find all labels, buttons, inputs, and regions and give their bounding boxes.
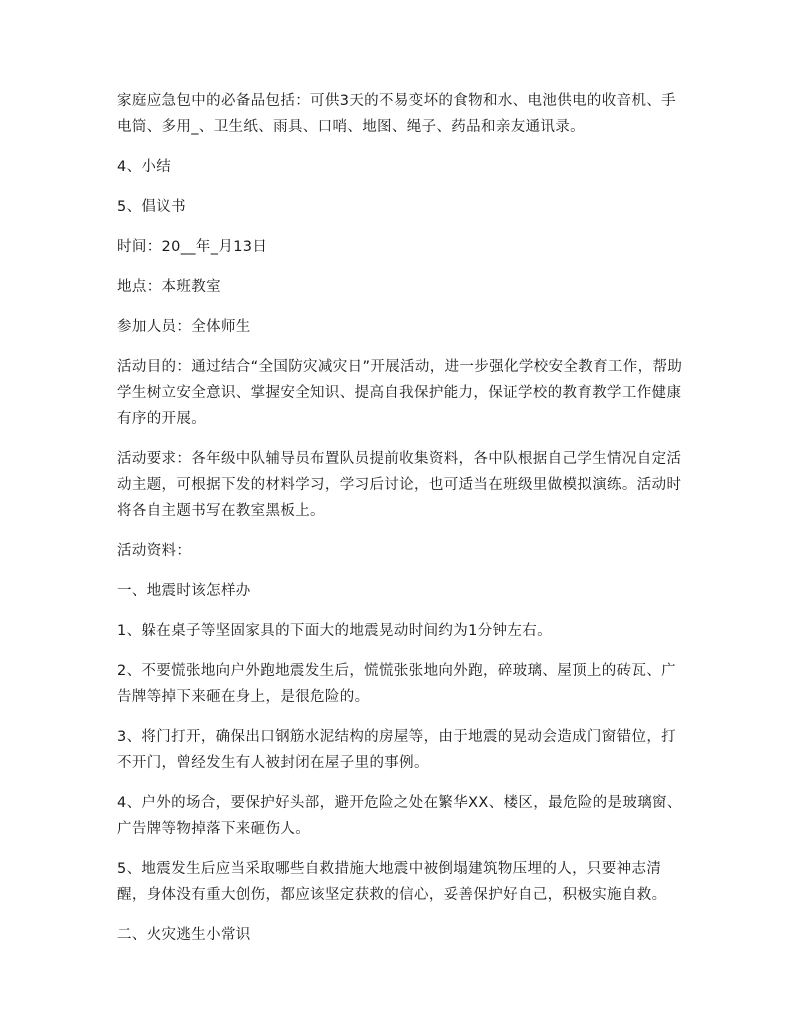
earthquake-tip-3: 3、将门打开，确保出口钢筋水泥结构的房屋等，由于地震的晃动会造成门窗错位，打不开门，曾经发生有人被封闭在屋子里的事例。 — [117, 729, 677, 771]
section-heading-fire: 二、火灾逃生小常识 — [117, 927, 251, 943]
earthquake-tip-5: 5、地震发生后应当采取哪些自救措施大地震中被倒塌建筑物压埋的人，只要神志清醒，身体没有重大创伤，都应该坚定获救的信心，妥善保护好自己，积极实施自救。 — [117, 861, 667, 903]
paragraph-purpose: 活动目的：通过结合“全国防灾减灾日”开展活动，进一步强化学校安全教育工作，帮助学生树立安全意识、掌握安全知识、提高自我保护能力，保证学校的教育教学工作健康有序的开展。 — [117, 359, 683, 427]
paragraph-emergency-kit: 家庭应急包中的必备品包括：可供3天的不易变坏的食物和水、电池供电的收音机、手电筒、多用_、卫生纸、雨具、口哨、地图、绳子、药品和亲友通讯录。 — [117, 93, 677, 135]
paragraph-materials-heading: 活动资料： — [117, 543, 192, 559]
earthquake-tip-4: 4、户外的场合，要保护好头部，避开危险之处在繁华XX、楼区，最危险的是玻璃窗、广告牌等物掉落下来砸伤人。 — [117, 795, 682, 837]
paragraph-summary-heading: 4、小结 — [117, 159, 172, 175]
paragraph-participants: 参加人员：全体师生 — [117, 319, 251, 335]
earthquake-tip-1: 1、躲在桌子等坚固家具的下面大的地震晃动时间约为1分钟左右。 — [117, 623, 552, 639]
paragraph-time: 时间：20__年_月13日 — [117, 239, 268, 255]
paragraph-requirements: 活动要求：各年级中队辅导员布置队员提前收集资料，各中队根据自己学生情况自定活动主题，可根据下发的材料学习，学习后讨论，也可适当在班级里做模拟演练。活动时将各自主题书写在教室黑板上。 — [117, 451, 682, 519]
earthquake-tip-2: 2、不要慌张地向户外跑地震发生后，慌慌张张地向外跑，碎玻璃、屋顶上的砖瓦、广告牌等掉下来砸在身上，是很危险的。 — [117, 663, 677, 705]
document-page — [117, 88, 687, 962]
section-heading-earthquake: 一、地震时该怎样办 — [117, 583, 251, 599]
paragraph-proposal-heading: 5、倡议书 — [117, 199, 186, 215]
paragraph-location: 地点：本班教室 — [117, 279, 221, 295]
